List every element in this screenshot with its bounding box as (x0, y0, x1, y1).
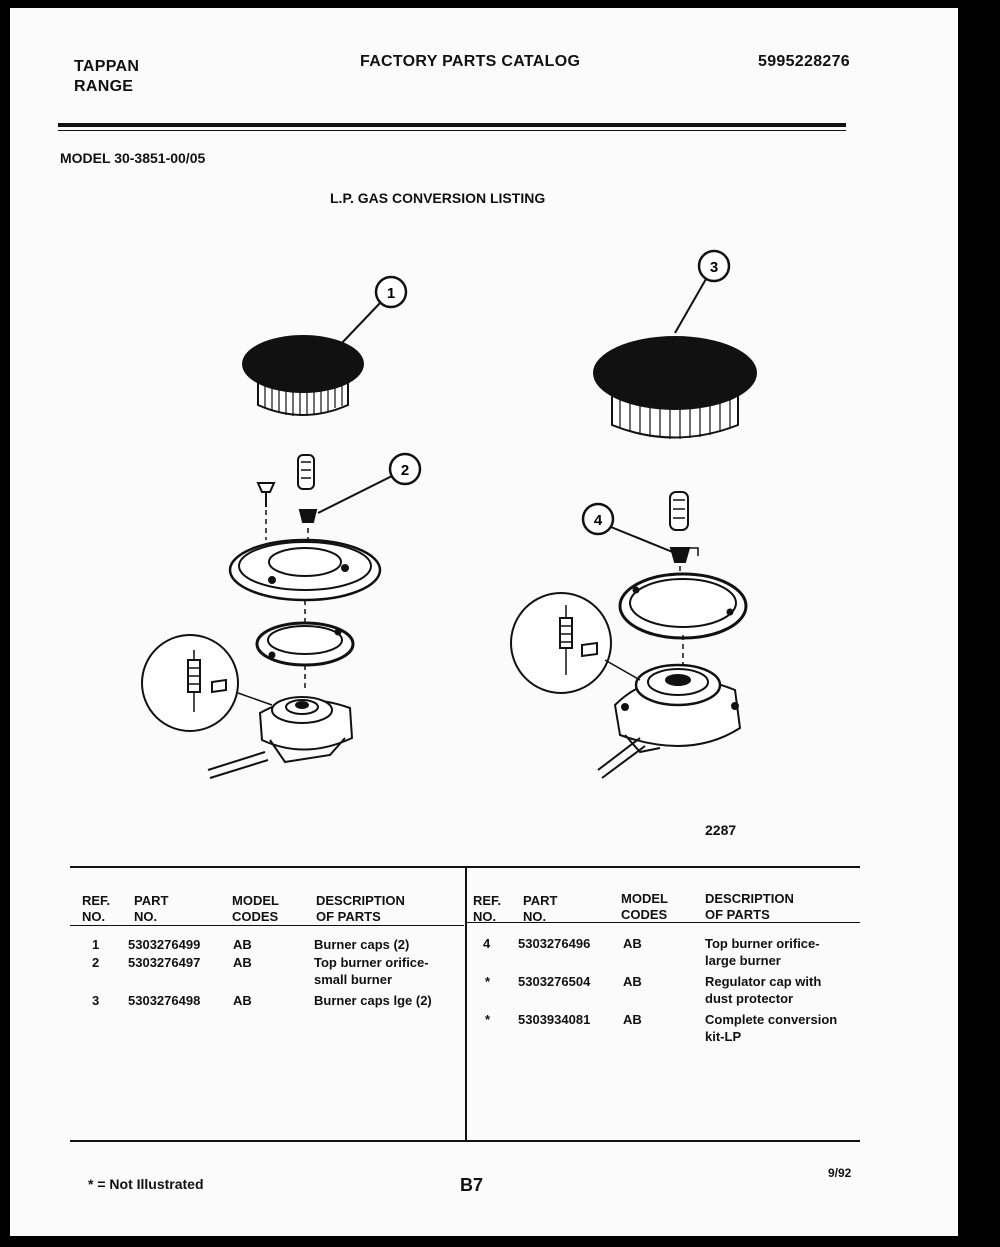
small-burner-assembly (142, 455, 380, 778)
model-code: AB (623, 974, 642, 989)
model-code: AB (623, 936, 642, 951)
part-description: Complete conversion kit-LP (705, 1012, 838, 1044)
col-header-description: DESCRIPTION OF PARTS (705, 891, 794, 922)
col-header-ref: REF. NO. (82, 893, 111, 924)
part-no: 5303276498 (128, 993, 201, 1008)
part-description: Burner caps lge (2) (314, 993, 432, 1008)
not-illustrated-legend: * = Not Illustrated (88, 1176, 204, 1192)
part-no: 5303276496 (518, 936, 591, 951)
header-underline-left (70, 925, 464, 926)
ref-no: 2 (92, 955, 100, 970)
part-no: 5303276504 (518, 974, 591, 989)
part-description: Top burner orifice- small burner (314, 955, 429, 987)
ref-no: 3 (92, 993, 100, 1008)
col-header-part: PART NO. (134, 893, 169, 924)
ref-no: 4 (483, 936, 491, 951)
page-number: B7 (460, 1175, 484, 1195)
callout-3-label: 3 (709, 259, 719, 276)
figure-number: 2287 (705, 822, 737, 838)
part-description: Burner caps (2) (314, 937, 410, 952)
part-no: 5303276497 (128, 955, 201, 970)
catalog-number: 5995228276 (758, 53, 850, 70)
ref-no: * (485, 1012, 491, 1027)
model-code: AB (233, 937, 252, 952)
small-burner-cap (242, 335, 364, 416)
revision-date: 9/92 (828, 1166, 852, 1180)
ref-no: * (485, 974, 491, 989)
part-no: 5303934081 (518, 1012, 591, 1027)
callout-1 (340, 277, 406, 345)
callout-4-label: 4 (593, 512, 603, 529)
callout-3 (675, 251, 729, 333)
part-description: Top burner orifice- large burner (705, 936, 820, 968)
model-code: AB (623, 1012, 642, 1027)
model-code: AB (233, 955, 252, 970)
callout-1-label: 1 (386, 285, 396, 302)
col-header-description: DESCRIPTION OF PARTS (316, 893, 405, 924)
part-no: 5303276499 (128, 937, 201, 952)
section-title: L.P. GAS CONVERSION LISTING (330, 190, 546, 206)
col-header-ref: REF. NO. (473, 893, 502, 924)
col-header-model-codes: MODEL CODES (621, 891, 668, 922)
callout-2-label: 2 (400, 462, 410, 479)
model-code: AB (233, 993, 252, 1008)
table-column-divider (465, 868, 467, 1140)
catalog-title: FACTORY PARTS CATALOG (360, 53, 581, 70)
large-burner-cap (593, 336, 757, 439)
model-line: MODEL 30-3851-00/05 (60, 150, 206, 166)
brand-line-2: RANGE (74, 78, 134, 95)
ref-no: 1 (92, 937, 100, 952)
part-description: Regulator cap with dust protector (705, 974, 822, 1006)
col-header-model-codes: MODEL CODES (232, 893, 279, 924)
brand-line-1: TAPPAN (74, 58, 140, 75)
table-bottom-rule (70, 1140, 860, 1142)
col-header-part: PART NO. (523, 893, 558, 924)
